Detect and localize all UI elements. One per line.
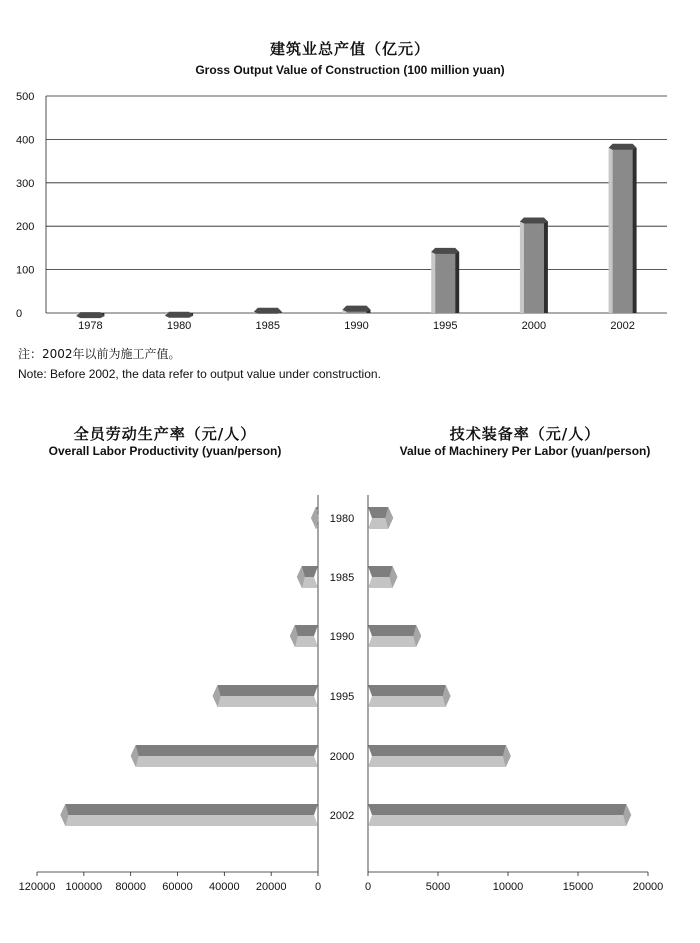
category-label: 2000 <box>329 751 355 763</box>
bar <box>524 222 544 314</box>
x-tick-label: 5000 <box>425 881 451 893</box>
bar <box>368 625 421 636</box>
note-cn: 注：2002年以前为施工产值。 <box>18 347 181 361</box>
bar-cap <box>431 248 459 254</box>
x-tick-label: 1995 <box>432 320 458 332</box>
x-tick-label: 100000 <box>65 881 103 893</box>
x-tick-label: 60000 <box>162 881 193 893</box>
bar-lower-face <box>368 696 451 707</box>
bar-left-face <box>431 252 435 313</box>
bar-right-face <box>544 222 548 314</box>
bar-lower-face <box>60 815 318 826</box>
x-tick-label: 1980 <box>166 320 192 332</box>
top-chart-title-en: Gross Output Value of Construction (100 million yuan) <box>195 63 505 77</box>
bar-cap <box>609 144 637 150</box>
x-tick-label: 1985 <box>255 320 281 332</box>
y-tick-label: 400 <box>16 134 35 147</box>
bar-cap <box>343 306 371 312</box>
category-label: 1990 <box>329 631 355 643</box>
x-tick-label: 1990 <box>344 320 369 332</box>
bar-lower-face <box>368 815 631 826</box>
bar-cap <box>254 308 282 314</box>
x-tick-label: 1978 <box>78 320 103 332</box>
bar-right-face <box>633 148 637 313</box>
bar-lower-face <box>368 636 421 647</box>
right-chart-title-cn: 技术装备率（元/人） <box>449 425 601 443</box>
bar-lower-face <box>368 756 511 767</box>
bar-cap <box>520 218 548 224</box>
x-tick-label: 0 <box>364 881 372 893</box>
bar-left-face <box>520 222 524 314</box>
bar-lower-face <box>131 756 318 767</box>
x-tick-label: 0 <box>314 881 322 893</box>
x-tick-label: 40000 <box>209 881 240 893</box>
bar <box>131 745 318 756</box>
bar-cap <box>165 312 193 318</box>
left-chart-title-cn: 全员劳动生产率（元/人） <box>73 425 257 443</box>
y-tick-label: 0 <box>16 308 23 320</box>
bar <box>368 685 451 696</box>
x-tick-label: 15000 <box>562 881 594 893</box>
category-label: 1995 <box>329 691 355 703</box>
bar-right-face <box>455 252 459 313</box>
bar <box>213 685 318 696</box>
category-label: 1980 <box>329 513 355 525</box>
bar-cap <box>76 312 104 318</box>
bar <box>613 148 633 313</box>
left-chart-title-en: Overall Labor Productivity (yuan/person) <box>48 444 282 458</box>
bar-left-face <box>609 148 613 313</box>
x-tick-label: 2002 <box>610 320 635 332</box>
right-chart-title-en: Value of Machinery Per Labor (yuan/person) <box>399 444 651 458</box>
y-tick-label: 500 <box>16 91 35 103</box>
machinery-per-labor-chart <box>365 495 663 893</box>
bar <box>435 252 455 313</box>
category-label: 2002 <box>329 810 355 822</box>
x-tick-label: 20000 <box>632 881 664 893</box>
bar <box>368 745 511 756</box>
y-tick-label: 100 <box>16 264 35 277</box>
x-tick-label: 20000 <box>255 881 287 893</box>
bar-lower-face <box>213 696 318 707</box>
x-tick-label: 120000 <box>18 881 56 893</box>
x-tick-label: 80000 <box>115 881 146 893</box>
x-tick-label: 2000 <box>521 320 547 332</box>
category-label: 1985 <box>329 572 355 584</box>
note-en: Note: Before 2002, the data refer to output value under construction. <box>18 367 381 381</box>
bar <box>60 804 318 815</box>
y-tick-label: 200 <box>16 221 35 234</box>
y-tick-label: 300 <box>16 177 35 190</box>
labor-productivity-chart <box>19 495 355 893</box>
x-tick-label: 10000 <box>492 881 524 893</box>
top-bar-chart <box>16 91 667 332</box>
bar <box>368 804 631 815</box>
top-chart-title-cn: 建筑业总产值（亿元） <box>269 40 430 58</box>
